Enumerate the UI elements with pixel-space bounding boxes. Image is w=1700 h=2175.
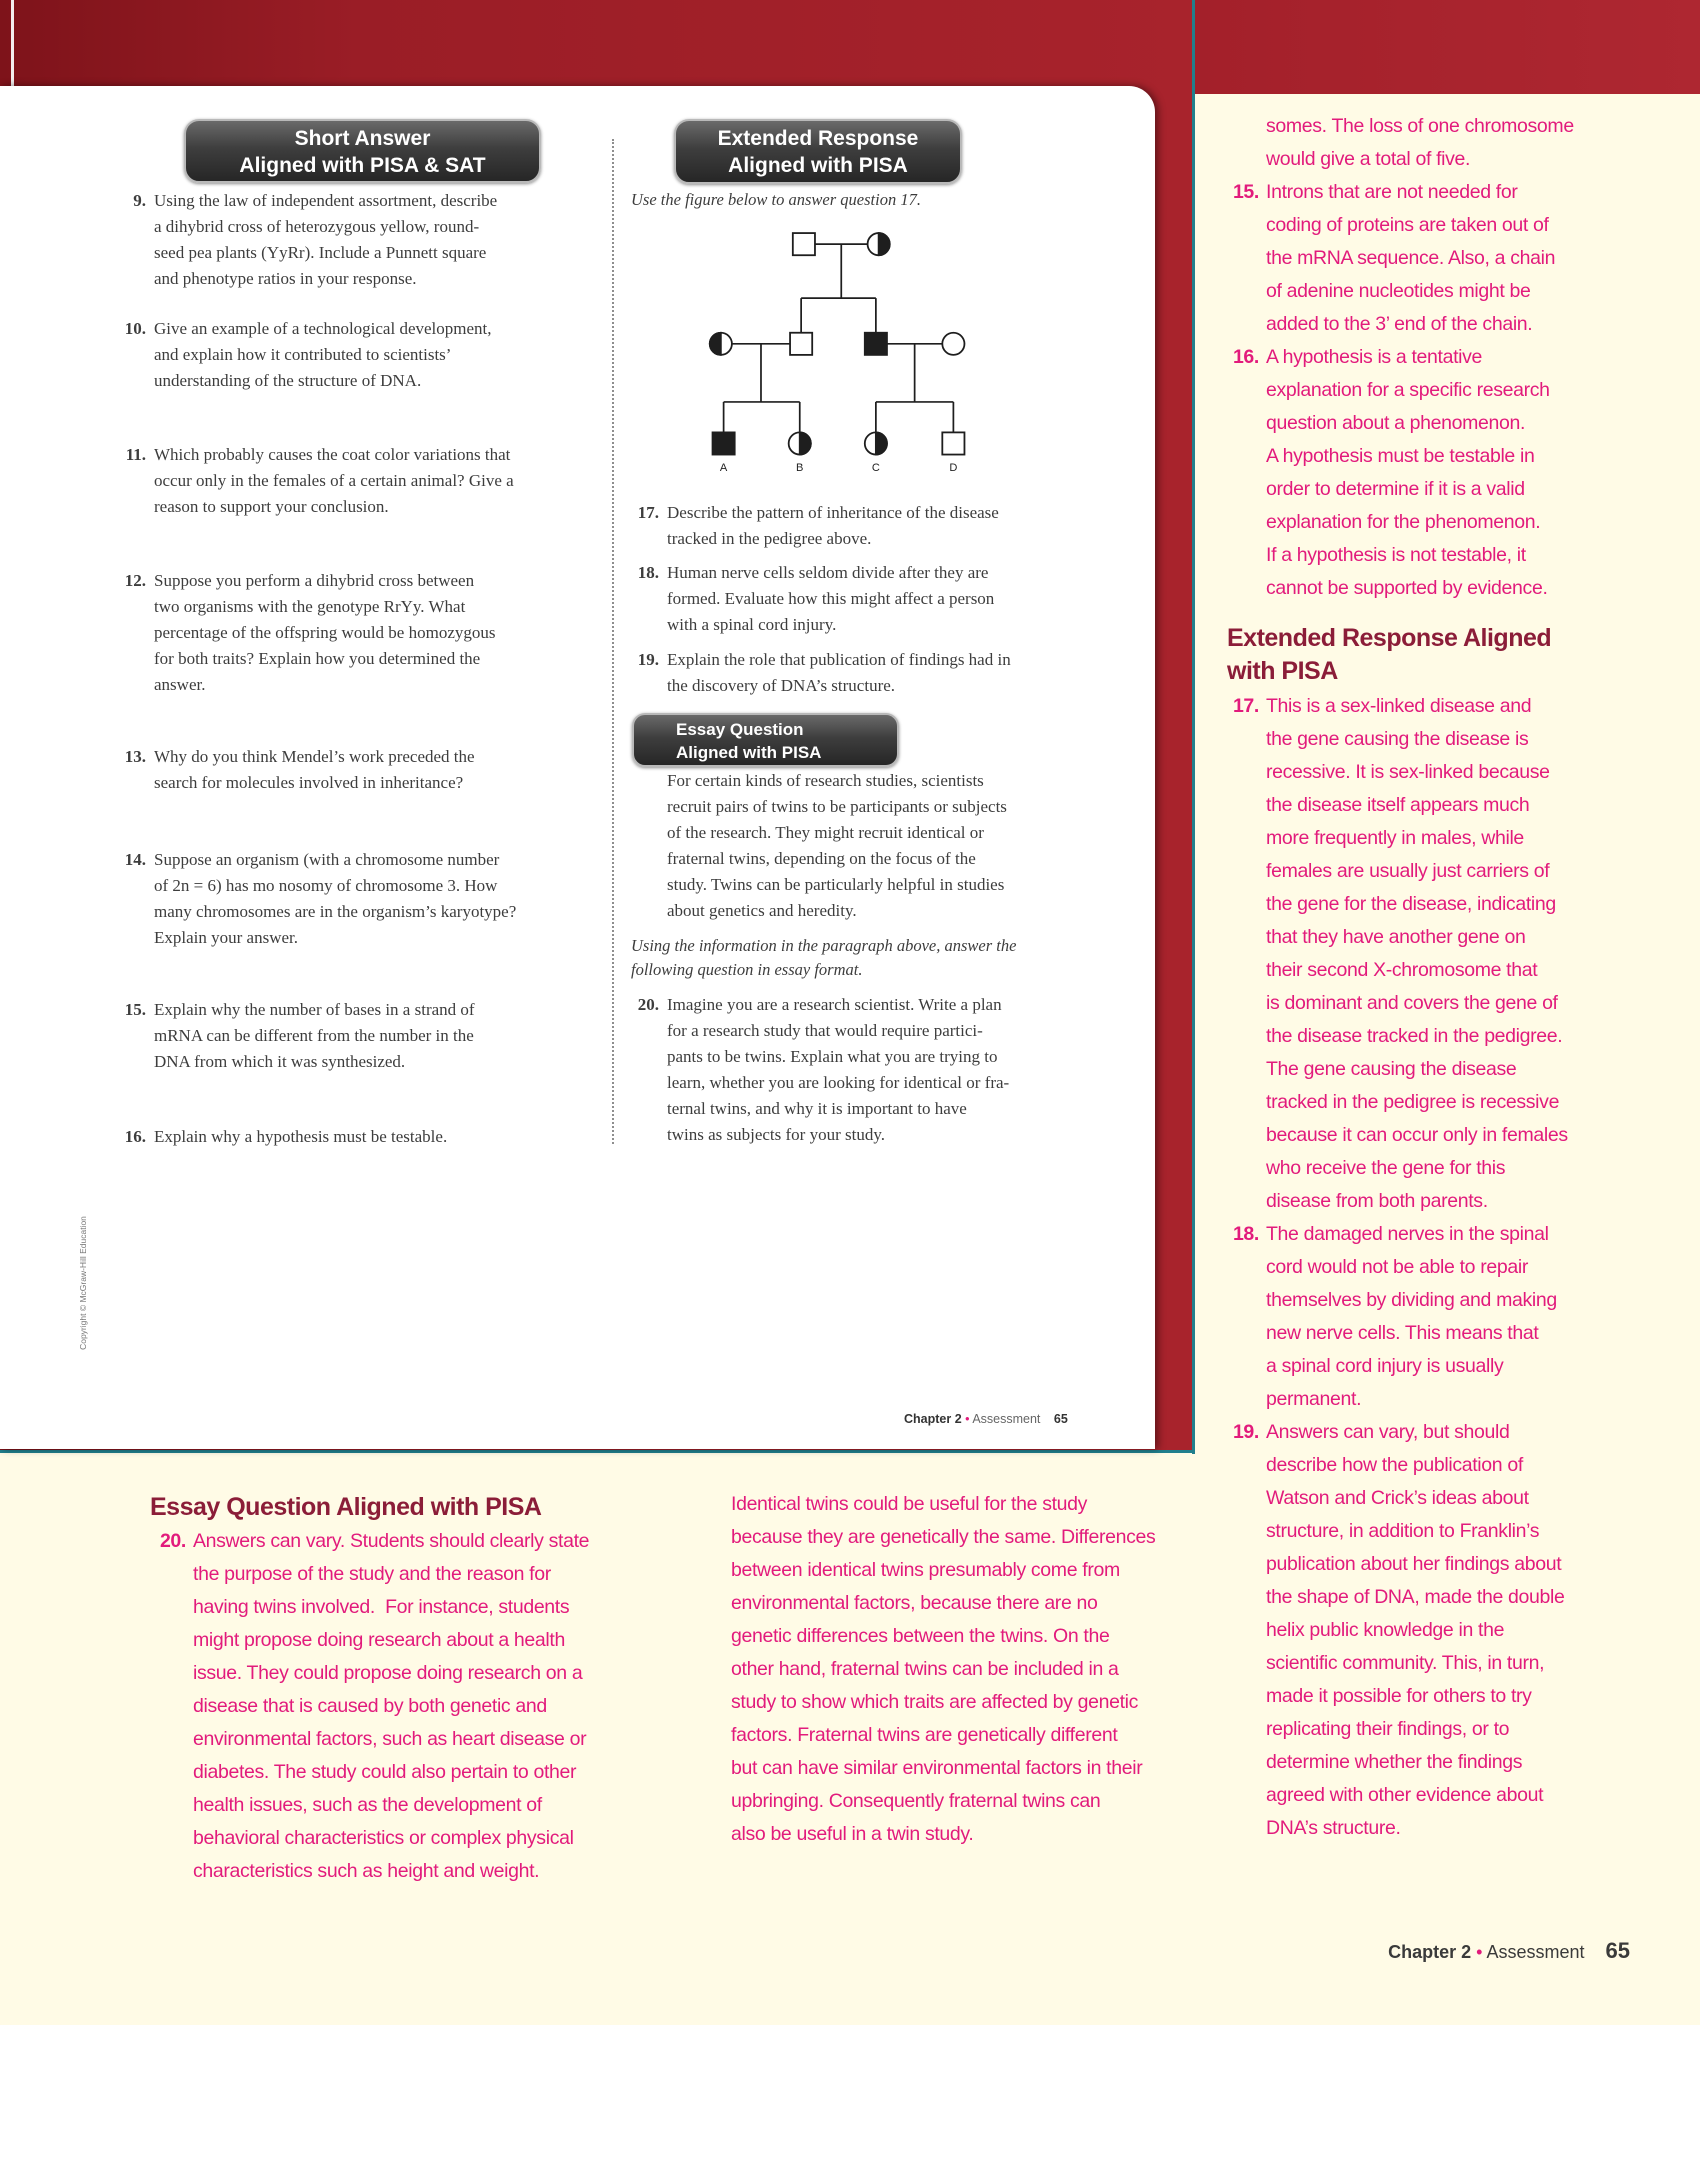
question-text: Which probably causes the coat color variations that occur only in the females of a certain animal? Give a reason to support your conclusion. (154, 445, 514, 516)
essay-paragraph: For certain kinds of research studies, scientists recruit pairs of twins to be participants or subjects of the research. They might recruit identical or fraternal twins, depending on the focus of the study. Twins can be particularly helpful in studies about genetics and heredity. (667, 771, 1007, 920)
question-19 (637, 647, 1011, 699)
affected-male-symbol (713, 432, 735, 454)
copyright-notice: Copyright © McGraw-Hill Education (78, 1216, 88, 1350)
question-text: Explain why a hypothesis must be testable. (154, 1127, 448, 1146)
short-answer-badge (184, 119, 541, 183)
answer-15 (1232, 176, 1556, 341)
question-text: Imagine you are a research scientist. Write a plan for a research study that would require partici- pants to be twins. Explain what you are trying to learn, whether you are looking for identical or fra- ternal twins, and why it is important to have twins as subjects for your study. (667, 995, 1010, 1144)
answer-number: 19. (1232, 1421, 1259, 1443)
badge-line: Aligned with PISA & SAT (239, 154, 486, 177)
carrier-half-fill (879, 233, 890, 255)
carrier-half-fill (710, 333, 721, 355)
answer-text: A hypothesis is a tentative explanation for a specific research question about a phenomenon. A hypothesis must be testable in order to determine if it is a valid explanation for the phenomenon. If a hypothesis is not testable, it cannot be supported by evidence. (1266, 346, 1550, 599)
question-text: Describe the pattern of inheritance of the disease tracked in the pedigree above. (667, 503, 999, 548)
question-17 (637, 500, 999, 552)
question-number: 10. (124, 319, 146, 338)
question-text: Human nerve cells seldom divide after they are formed. Evaluate how this might affect a person with a spinal cord injury. (667, 563, 995, 634)
answer-14-continuation (1266, 110, 1574, 176)
footer-chapter: Chapter 2 (1388, 1942, 1472, 1962)
question-number: 11. (125, 445, 146, 464)
essay-question-heading: Essay Question Aligned with PISA (150, 1493, 542, 1521)
question-text: Suppose you perform a dihybrid cross between two organisms with the genotype RrYy. What percentage of the offspring would be homozygous for both traits? Explain how you determined the answer. (154, 571, 496, 694)
answer-text: Answers can vary. Students should clearly state the purpose of the study and the reason for having twins involved. For instance, students might propose doing research about a health issue. They could propose doing research on a disease that is caused by both genetic and environmental factors, such as heart disease or diabetes. The study could also pertain to other health issues, such as the development of behavioral characteristics or complex physical characteristics such as height and weight. (193, 1530, 590, 1882)
frame-divider-vertical (1192, 0, 1195, 1454)
unaffected-male-symbol (942, 432, 964, 454)
question-14 (124, 847, 517, 951)
student-page-footer (904, 1409, 1068, 1429)
answer-16 (1232, 341, 1550, 605)
answer-number: 16. (1232, 346, 1259, 368)
question-number: 20. (637, 995, 659, 1014)
answer-19 (1232, 1416, 1565, 1845)
question-15 (124, 997, 475, 1075)
question-number: 19. (637, 650, 659, 669)
affected-male-symbol (865, 333, 887, 355)
answer-number: 18. (1232, 1223, 1259, 1245)
question-number: 9. (133, 191, 146, 210)
answer-number: 15. (1232, 181, 1259, 203)
question-11 (125, 442, 514, 520)
question-text: Using the law of independent assortment, describe a dihybrid cross of heterozygous yellow, round- seed pea plants (YyRr). Include a Punnett square and phenotype ratios in your response. (154, 191, 498, 288)
question-number: 13. (124, 747, 146, 766)
question-text: Explain the role that publication of findings had in the discovery of DNA’s structure. (667, 650, 1011, 695)
unaffected-male-symbol (790, 333, 812, 355)
question-16 (124, 1124, 448, 1150)
extended-response-badge (674, 119, 962, 184)
answer-17 (1232, 690, 1568, 1218)
answer-18 (1232, 1218, 1557, 1416)
badge-line: Essay Question (676, 720, 804, 739)
answer-20-continued (731, 1488, 1155, 1851)
student-page (0, 86, 1155, 1449)
frame-divider-horizontal (0, 1450, 1195, 1453)
question-number: 12. (124, 571, 146, 590)
question-text: Suppose an organism (with a chromosome number of 2n = 6) has mo nosomy of chromosome 3. How many chromosomes are in the organism’s karyotype? Explain your answer. (154, 850, 517, 947)
answer-text: Answers can vary, but should describe how the publication of Watson and Crick’s ideas about structure, in addition to Franklin’s publication about her findings about the shape of DNA, made the double helix public knowledge in the scientific community. This, in turn, made it possible for others to try replicating their findings, or to determine whether the findings agreed with other evidence about DNA’s structure. (1266, 1421, 1565, 1839)
answer-20 (159, 1525, 590, 1888)
answer-text: somes. The loss of one chromosome would give a total of five. (1266, 115, 1574, 170)
footer-page-number: 65 (1605, 1938, 1630, 1963)
footer-page-number: 65 (1053, 1412, 1068, 1426)
answer-number: 17. (1232, 695, 1259, 717)
footer-bullet: • (965, 1412, 970, 1426)
question-20 (637, 992, 1010, 1148)
footer-chapter: Chapter 2 (904, 1412, 962, 1426)
question-text: Explain why the number of bases in a strand of mRNA can be different from the number in the DNA from which it was synthesized. (154, 1000, 475, 1071)
answer-number: 20. (159, 1530, 186, 1552)
pedigree-label-c: C (871, 462, 880, 475)
figure-instruction: Use the figure below to answer question 17. (631, 190, 921, 209)
essay-question-badge (632, 713, 899, 767)
unaffected-female-symbol (942, 333, 964, 355)
page-footer (1388, 1936, 1630, 1967)
top-banner (1194, 0, 1700, 94)
question-text: Why do you think Mendel’s work preceded the search for molecules involved in inheritance? (154, 747, 475, 792)
essay-instruction: Using the information in the paragraph above, answer the following question in essay format. (631, 936, 1017, 979)
pedigree-label-b: B (796, 462, 804, 475)
pedigree-chart (700, 222, 977, 485)
question-number: 18. (637, 563, 659, 582)
badge-line: Extended Response (717, 127, 919, 150)
footer-bullet: • (1476, 1942, 1483, 1962)
unaffected-male-symbol (793, 233, 815, 255)
footer-section: Assessment (972, 1412, 1041, 1426)
question-12 (124, 568, 496, 698)
badge-line: Aligned with PISA (728, 154, 908, 177)
question-13 (124, 744, 475, 796)
answer-text: This is a sex-linked disease and the gene causing the disease is recessive. It is sex-linked because the disease itself appears much more frequently in males, while females are usually just carriers of the gene for the disease, indicating that they have another gene on their second X-chromosome that is dominant and covers the gene of the disease tracked in the pedigree. The gene causing the disease tracked in the pedigree is recessive because it can occur only in females who receive the gene for this disease from both parents. (1266, 695, 1568, 1212)
answer-text: Identical twins could be useful for the study because they are genetically the same. Differences between identical twins presumably come from environmental factors, because there are no genetic differences between the twins. On the other hand, fraternal twins can be included in a study to show which traits are affected by genetic factors. Fraternal twins are genetically different but can have similar environmental factors in their upbringing. Consequently fraternal twins can also be useful in a twin study. (731, 1493, 1156, 1845)
pedigree-label-d: D (949, 462, 958, 475)
question-18 (637, 560, 995, 638)
question-number: 14. (124, 850, 146, 869)
question-10 (124, 316, 492, 394)
carrier-half-fill (800, 432, 811, 454)
question-text: Give an example of a technological development, and explain how it contributed to scientists’ understanding of the structure of DNA. (154, 319, 492, 390)
frame-edge-line (11, 0, 14, 86)
badge-line: Short Answer (294, 127, 431, 150)
question-number: 15. (124, 1000, 146, 1019)
pedigree-label-a: A (719, 462, 728, 475)
question-number: 17. (637, 503, 659, 522)
question-9 (133, 188, 498, 292)
column-divider (612, 139, 614, 1144)
badge-line: Aligned with PISA (676, 743, 822, 762)
question-number: 16. (124, 1127, 146, 1146)
answer-text: Introns that are not needed for coding of proteins are taken out of the mRNA sequence. Also, a chain of adenine nucleotides might be added to the 3’ end of the chain. (1266, 181, 1556, 335)
carrier-half-fill (876, 432, 887, 454)
footer-section: Assessment (1486, 1942, 1585, 1962)
answer-text: The damaged nerves in the spinal cord would not be able to repair themselves by dividing and making new nerve cells. This means that a spinal cord injury is usually permanent. (1266, 1223, 1557, 1410)
extended-response-heading: Extended Response Aligned with PISA (1227, 624, 1552, 685)
